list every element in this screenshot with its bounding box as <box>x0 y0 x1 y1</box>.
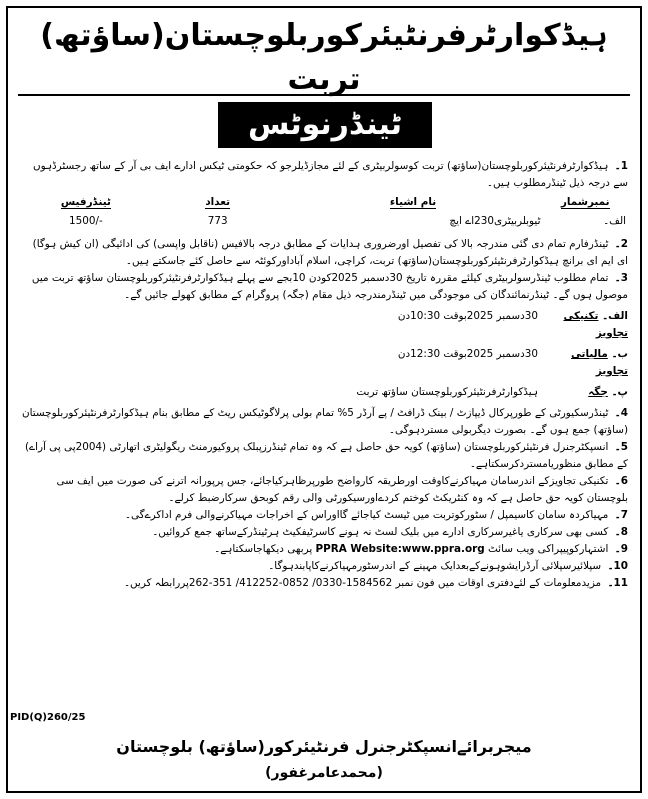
paragraph <box>20 236 628 270</box>
para-number: 7۔ <box>614 509 628 521</box>
page-title: ہیڈکوارٹرفرنٹیئرکوربلوچستان(ساؤتھ) تربت <box>40 18 608 97</box>
table-cell: 773 <box>207 215 228 227</box>
signatory-name: (محمدعامرغفور) <box>265 765 383 781</box>
schedule-value: 30دسمبر 2025بوقت 12:30دن <box>397 348 538 360</box>
signature-block <box>8 734 640 786</box>
schedule-value: ہیڈکوارٹرفرنٹیئرکوربلوچستان ساؤتھ تربت <box>356 386 538 398</box>
table-cell: ٹیوبلربیٹری230اے ایچ <box>449 215 541 227</box>
para-number: 8۔ <box>614 526 628 538</box>
para-number: 2۔ <box>614 238 628 250</box>
intro-paragraph <box>20 158 628 192</box>
paragraph <box>20 575 628 592</box>
para-text: انسپکٹرجنرل فرنٹیئرکوربلوچستان (ساؤتھ) کویہ حق حاصل ہے کہ وہ تمام ٹینڈرزپبلک پروکیورمنٹ ریگولیٹری اتھارٹی (2004پی پی آراے) کے مطابق منظوریامستردکرسکتاہے۔ <box>24 441 628 470</box>
para-number: 6۔ <box>614 475 628 487</box>
pid-code: PID(Q)260/25 <box>10 712 86 723</box>
table-header: نمبرشمار <box>560 196 610 208</box>
para-text: تکنیکی تجاویزکے اندرسامان مہیاکرنےکاوقت اورطریقہ کارواضح طورپرظاہرکیاجائے، جس پرپورانہ اترنے کی صورت میں ایف سی بلوچستان کویہ حق حاصل ہے کہ وہ کنٹریکٹ کوختم کردےاورسیکورٹی والی رقم کوبحق سرکارضبط کرلے۔ <box>56 475 628 504</box>
paragraph <box>20 270 628 304</box>
paragraph <box>20 507 628 524</box>
paragraph <box>20 405 628 439</box>
para-text: ٹینڈرسکیورٹی کے طورپرکال ڈیپازٹ / بینک ڈرافٹ / پے آرڈر 5% تمام بولی پرلاگوٹیکس ریٹ کے مطابق بنام ہیڈکوارٹرفرنٹیئرکوربلوچستان (ساؤتھ) جمع ہوں گے۔ بصورت دیگربولی مستردہوگی۔ <box>21 407 628 436</box>
para-text: تمام مطلوب ٹینڈرسولربیٹری کیلئے مقررہ تاریخ 30دسمبر 2025کودن 10بجے سے پہلے ہیڈکوارٹرفرنٹیئرکوربلوچستان ساؤتھ تربت میں موصول ہوں گے۔ ٹینڈرنمائندگان کی موجودگی میں ٹینڈرمندرجہ ذیل مقام (جگہ) پروگرام کے مطابق کھولے جائیں گے۔ <box>31 272 628 301</box>
paragraph <box>20 541 628 558</box>
schedule-item: مالیاتی تجاویز <box>571 348 628 377</box>
schedule-value: 30دسمبر 2025بوقت 10:30دن <box>397 310 538 322</box>
para-text: مہیاکردہ سامان کاسیمپل / سٹورکوتربت میں ٹیسٹ کیاجائے گااوراس کے اخراجات مہیاکرنےوالی فرم اداکرےگی۔ <box>124 509 609 521</box>
para-number: 9۔ <box>614 543 628 555</box>
table-cell: الف۔ <box>603 215 626 227</box>
schedule-label: الف۔ <box>602 310 628 322</box>
title-divider <box>18 94 630 96</box>
para-number: 5۔ <box>614 441 628 453</box>
para-text: مزیدمعلومات کے لئےدفتری اوقات میں فون نمبر 1584562-0330/ 0852-412252/ 351-262پررابطہ کریں۔ <box>123 577 602 589</box>
para-number: 1۔ <box>614 160 628 172</box>
items-table <box>20 194 628 232</box>
schedule-item: جگہ <box>588 386 608 398</box>
table-header: تعداد <box>205 196 231 208</box>
para-number: 11۔ <box>607 577 628 589</box>
para-text: اشتہارکوپیپراکی ویب سائٹ <box>487 543 609 555</box>
para-text: ہیڈکوارٹرفرنٹیئرکوربلوچستان(ساؤتھ) تربت کوسولربیٹری کے لئے مجازڈیلرجو کہ حکومتی ٹیکس ادارے ایف بی آر کے ساتھ رجسٹرڈہوں سے درجہ ذیل ٹینڈرمطلوب ہیں۔ <box>32 160 628 189</box>
para-text: ٹینڈرفارم تمام دی گئی مندرجہ بالا کی تفصیل اورضروری ہدایات کے مطابق درجہ بالافیس (ناقابل واپسی) کی ادائیگی (ان کیش ہوگا) ای ایم ای برانچ ہیڈکوارٹرفرنٹیئرکوربلوچستان(ساؤتھ) تربت، کراچی، اسلام آباداورکوئٹہ سے حاصل کئے جاسکتے ہیں۔ <box>32 238 628 267</box>
paragraph <box>20 558 628 575</box>
tender-notice-page <box>6 6 642 793</box>
schedule-row <box>20 308 628 342</box>
para-text: سپلائیرسپلائی آرڈرایشوہونےکےبعدایک مہینے کے اندرسٹورمہیاکرنےکاپابندہوگا۔ <box>268 560 602 572</box>
paragraph <box>20 473 628 507</box>
para-number: 4۔ <box>614 407 628 419</box>
table-row <box>20 211 628 232</box>
table-cell: -/1500 <box>69 215 103 227</box>
website-link[interactable]: PPRA Website:www.ppra.org <box>315 543 485 555</box>
tender-notice-banner: ٹینڈرنوٹس <box>218 102 432 148</box>
schedule-label: ب۔ <box>611 348 628 360</box>
signatory-designation: میجربرائےانسپکٹرجنرل فرنٹیئرکور(ساؤتھ) بلوچستان <box>116 737 532 756</box>
schedule-item: تکنیکی تجاویز <box>563 310 628 339</box>
table-header: نام اشیاء <box>389 196 437 208</box>
schedule-row <box>20 384 628 401</box>
website-suffix: پربھی دیکھاجاسکتاہے۔ <box>214 543 313 555</box>
table-header: ٹینڈرفیس <box>60 196 111 208</box>
paragraph <box>20 524 628 541</box>
para-number: 10۔ <box>607 560 628 572</box>
para-number: 3۔ <box>614 272 628 284</box>
schedule-row <box>20 346 628 380</box>
notice-body <box>20 158 628 592</box>
schedule-label: پ۔ <box>611 386 628 398</box>
para-text: کسی بھی سرکاری یاغیرسرکاری ادارے میں بلیک لسٹ نہ ہونے کاسرٹیفکیٹ ہرٹینڈرکےساتھ جمع کروائیں۔ <box>152 526 609 538</box>
paragraph <box>20 439 628 473</box>
opening-schedule <box>20 308 628 401</box>
